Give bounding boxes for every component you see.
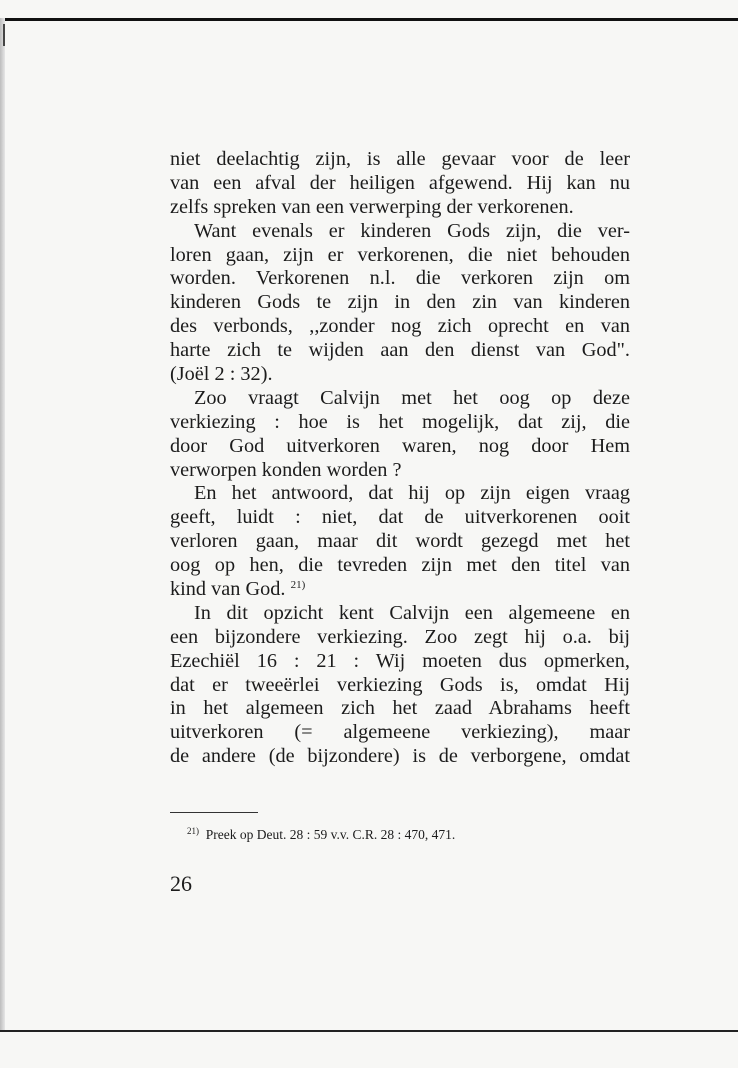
top-edge-rule — [0, 18, 738, 21]
text-line: loren gaan, zijn er verkorenen, die niet behouden — [170, 243, 630, 266]
text-line: een bijzondere verkiezing. Zoo zegt hij o.a. bij — [170, 625, 630, 648]
text-line: verkiezing : hoe is het mogelijk, dat zij, die — [170, 410, 630, 433]
text-line: niet deelachtig zijn, is alle gevaar voor de leer — [170, 148, 630, 170]
text-line: harte zich te wijden aan den dienst van God". — [170, 339, 630, 362]
text-line: kinderen Gods te zijn in den zin van kinderen — [170, 291, 630, 314]
text-line: En het antwoord, dat hij op zijn eigen vraag — [194, 482, 630, 505]
text-line: Zoo vraagt Calvijn met het oog op deze — [194, 386, 630, 409]
text-line: in het algemeen zich het zaad Abrahams heeft — [170, 697, 630, 720]
footnote-marker: 21) — [187, 826, 199, 836]
text-line: des verbonds, ,,zonder nog zich oprecht en van — [170, 315, 630, 338]
footnote — [187, 827, 455, 843]
text-line: verworpen konden worden ? — [170, 458, 402, 481]
footnote-reference: 21) — [290, 579, 306, 592]
text-line: geeft, luidt : niet, dat de uitverkorenen ooit — [170, 506, 630, 529]
text-line: dat er tweeërlei verkiezing Gods is, omdat Hij — [170, 673, 630, 696]
text-line-fragment: kind van God. — [170, 578, 286, 601]
page-left-edge-mark — [3, 24, 5, 46]
text-line: (Joël 2 : 32). — [170, 363, 273, 386]
text-line: zelfs spreken van een verwerping der verkorenen. — [170, 195, 574, 218]
text-line: Ezechiël 16 : 21 : Wij moeten dus opmerken, — [170, 649, 630, 672]
footnote-divider — [170, 812, 258, 813]
text-line: van een afval der heiligen afgewend. Hij kan nu — [170, 171, 630, 194]
text-line: door God uitverkoren waren, nog door Hem — [170, 434, 630, 457]
text-line: In dit opzicht kent Calvijn een algemeene en — [194, 601, 630, 624]
text-line-with-footnote — [170, 578, 630, 602]
text-line: oog op hen, die tevreden zijn met den titel van — [170, 554, 630, 577]
text-line: de andere (de bijzondere) is de verborgene, omdat — [170, 745, 630, 768]
text-line: Want evenals er kinderen Gods zijn, die ver- — [194, 219, 630, 242]
page-number: 26 — [170, 871, 192, 896]
body-text — [170, 148, 630, 769]
text-line: uitverkoren (= algemeene verkiezing), maar — [170, 721, 630, 744]
text-line: worden. Verkorenen n.l. die verkoren zijn om — [170, 267, 630, 290]
bottom-edge-rule — [0, 1030, 738, 1032]
footnote-text: Preek op Deut. 28 : 59 v.v. C.R. 28 : 470, 471. — [205, 827, 456, 842]
page-left-edge — [0, 18, 5, 1030]
text-line: verloren gaan, maar dit wordt gezegd met het — [170, 530, 630, 553]
